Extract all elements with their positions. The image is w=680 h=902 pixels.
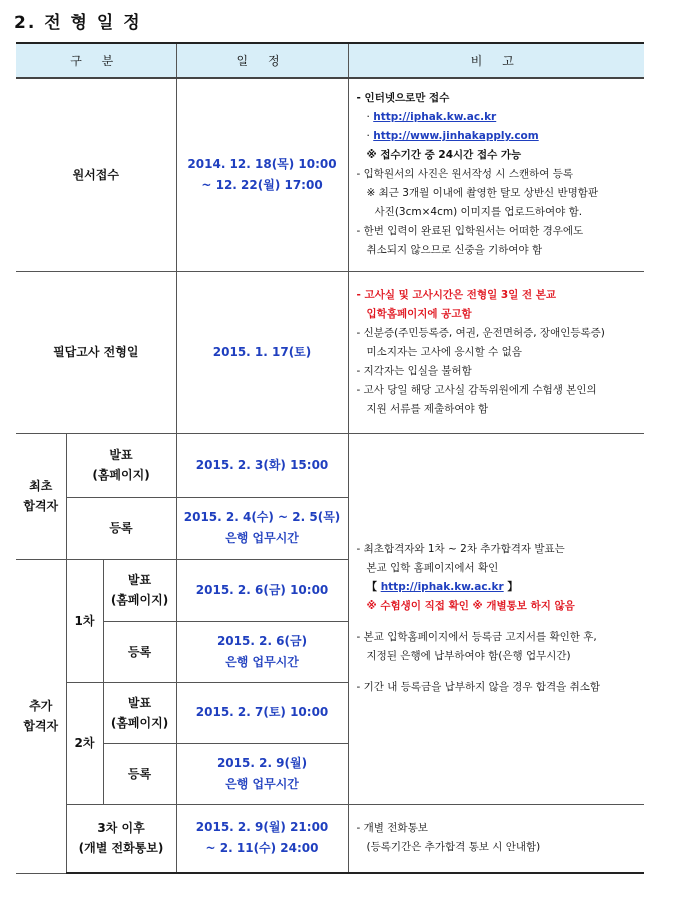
note-cancel-1: - 한번 입력이 완료된 입학원서는 어떠한 경우에도 bbox=[356, 225, 584, 238]
round1-register-label: 등록 bbox=[103, 621, 176, 682]
round3-notes bbox=[348, 804, 644, 873]
final-label-1: 최초 bbox=[29, 479, 53, 493]
application-date bbox=[176, 78, 348, 271]
section-heading: 2. 전 형 일 정 bbox=[14, 13, 142, 33]
final-register-date bbox=[176, 497, 348, 559]
note-24hours: ※ 접수기간 중 24시간 접수 가능 bbox=[366, 149, 522, 162]
additional-label-2: 합격자 bbox=[23, 719, 59, 733]
round2-announce-label-2: (홈페이지) bbox=[110, 715, 169, 730]
link-iphak-notice[interactable]: http://iphak.kw.ac.kr bbox=[380, 581, 504, 593]
additional-label-1: 추가 bbox=[29, 699, 53, 713]
note-doc-2: 지원 서류를 제출하여야 함 bbox=[366, 402, 489, 415]
round3-date-1: 2015. 2. 9(월) 21:00 bbox=[195, 820, 329, 835]
link-iphak[interactable]: http://iphak.kw.ac.kr bbox=[373, 111, 497, 124]
exam-row bbox=[16, 271, 644, 433]
additional-label bbox=[16, 559, 66, 873]
note-photo-1: - 입학원서의 사진은 원서작성 시 스캔하여 등록 bbox=[356, 168, 574, 181]
round1-register-date-2: 은행 업무시간 bbox=[225, 654, 299, 669]
note-doc-1: - 고사 당일 해당 고사실 감독위원에게 수험생 본인의 bbox=[356, 383, 597, 396]
merged-note-2: 본교 입학 홈페이지에서 확인 bbox=[366, 562, 499, 574]
merged-note-3: - 본교 입학홈페이지에서 등록금 고지서를 확인한 후, bbox=[356, 631, 597, 643]
header-category: 구 분 bbox=[16, 43, 176, 78]
round2-register-date-2: 은행 업무시간 bbox=[225, 776, 299, 791]
note-late: - 지각자는 입실을 불허함 bbox=[356, 364, 472, 377]
bracket-open: 【 bbox=[366, 581, 378, 593]
note-photo-2: ※ 최근 3개월 이내에 촬영한 탈모 상반신 반명함판 bbox=[366, 187, 599, 200]
final-register-label: 등록 bbox=[66, 497, 176, 559]
round3-note-1: - 개별 전화통보 bbox=[356, 822, 428, 835]
bracket-close: 】 bbox=[507, 581, 518, 593]
round3-date-2: ~ 2. 11(수) 24:00 bbox=[205, 841, 319, 856]
note-id-2: 미소지자는 고사에 응시할 수 없음 bbox=[366, 345, 522, 358]
note-internet-only: - 인터넷으로만 접수 bbox=[356, 92, 450, 105]
link-jinhakapply[interactable]: http://www.jinhakapply.com bbox=[373, 130, 539, 143]
note-exam-room-1: - 고사실 및 고사시간은 전형일 3일 전 본교 bbox=[356, 288, 557, 301]
round3-label bbox=[66, 804, 176, 873]
application-label: 원서접수 bbox=[16, 78, 176, 271]
note-cancel-2: 취소되지 않으므로 신중을 기하여야 함 bbox=[366, 244, 543, 257]
merged-warning: ※ 수험생이 직접 확인 ※ 개별통보 하지 않음 bbox=[366, 600, 575, 612]
final-announce-label-2: (홈페이지) bbox=[92, 468, 150, 482]
header-row bbox=[16, 43, 644, 78]
round1-announce-label bbox=[103, 559, 176, 621]
round1-announce-label-2: (홈페이지) bbox=[110, 593, 169, 607]
final-announce-row bbox=[16, 433, 644, 497]
round3-date bbox=[176, 804, 348, 873]
header-remarks: 비 고 bbox=[348, 43, 644, 78]
application-notes: - 인터넷으로만 접수 · http://iphak.kw.ac.kr · http://www.jinhakapply.com ※ 접수기간 중 24시간 접수 가능 - 입학원서의 사진은 원서작성 시 스캔하여 등록 ※ 최근 3개월 이내에 촬영한 탈모 상반신 반명함판 사진(3cm×4cm) 이미지를 업로드하여야 함. - 한번 입력이 완료된 입학원서는 어떠한 경우에도 취소되지 않으므로 신중을 기하여야 함 bbox=[348, 78, 644, 271]
round1-announce-label-1: 발표 bbox=[127, 573, 152, 587]
round1-register-date bbox=[176, 621, 348, 682]
exam-notes bbox=[348, 271, 644, 433]
final-register-date-2: 은행 업무시간 bbox=[225, 531, 299, 545]
round3-row bbox=[16, 804, 644, 873]
exam-date: 2015. 1. 17(토) bbox=[176, 271, 348, 433]
merged-note-4: 지정된 은행에 납부하여야 함(은행 업무시간) bbox=[366, 650, 571, 662]
header-schedule: 일 정 bbox=[176, 43, 348, 78]
round2-register-label: 등록 bbox=[103, 743, 176, 804]
round2-announce-label-1: 발표 bbox=[127, 695, 152, 710]
final-label bbox=[16, 433, 66, 559]
note-id-1: - 신분증(주민등록증, 여권, 운전면허증, 장애인등록증) bbox=[356, 326, 605, 339]
schedule-table bbox=[16, 42, 644, 874]
application-date-end: ~ 12. 22(월) 17:00 bbox=[201, 177, 323, 192]
final-announce-label-1: 발표 bbox=[109, 448, 133, 462]
merged-notes bbox=[348, 433, 644, 804]
exam-label: 필답고사 전형일 bbox=[16, 271, 176, 433]
round3-label-1: 3차 이후 bbox=[97, 821, 145, 836]
round3-note-2: (등록기간은 추가합격 통보 시 안내함) bbox=[366, 841, 541, 854]
final-register-date-1: 2015. 2. 4(수) ~ 2. 5(목) bbox=[183, 510, 341, 524]
application-row bbox=[16, 78, 644, 271]
final-announce-label bbox=[66, 433, 176, 497]
merged-note-5: - 기간 내 등록금을 납부하지 않을 경우 합격을 취소함 bbox=[356, 681, 601, 693]
round2-announce-label bbox=[103, 682, 176, 743]
round1-announce-date: 2015. 2. 6(금) 10:00 bbox=[176, 559, 348, 621]
application-date-start: 2014. 12. 18(목) 10:00 bbox=[187, 156, 337, 171]
final-label-2: 합격자 bbox=[23, 499, 59, 513]
round3-label-2: (개별 전화통보) bbox=[78, 841, 164, 856]
final-announce-date: 2015. 2. 3(화) 15:00 bbox=[176, 433, 348, 497]
round1-label: 1차 bbox=[66, 559, 103, 682]
round2-label: 2차 bbox=[66, 682, 103, 804]
note-photo-3: 사진(3cm×4cm) 이미지를 업로드하여야 함. bbox=[374, 206, 583, 219]
round2-register-date-1: 2015. 2. 9(월) bbox=[216, 755, 308, 770]
round1-register-date-1: 2015. 2. 6(금) bbox=[216, 633, 308, 648]
round2-announce-date: 2015. 2. 7(토) 10:00 bbox=[176, 682, 348, 743]
note-exam-room-2: 입학홈페이지에 공고함 bbox=[366, 307, 472, 320]
round2-register-date bbox=[176, 743, 348, 804]
merged-note-1: - 최초합격자와 1차 ~ 2차 추가합격자 발표는 bbox=[356, 543, 565, 555]
